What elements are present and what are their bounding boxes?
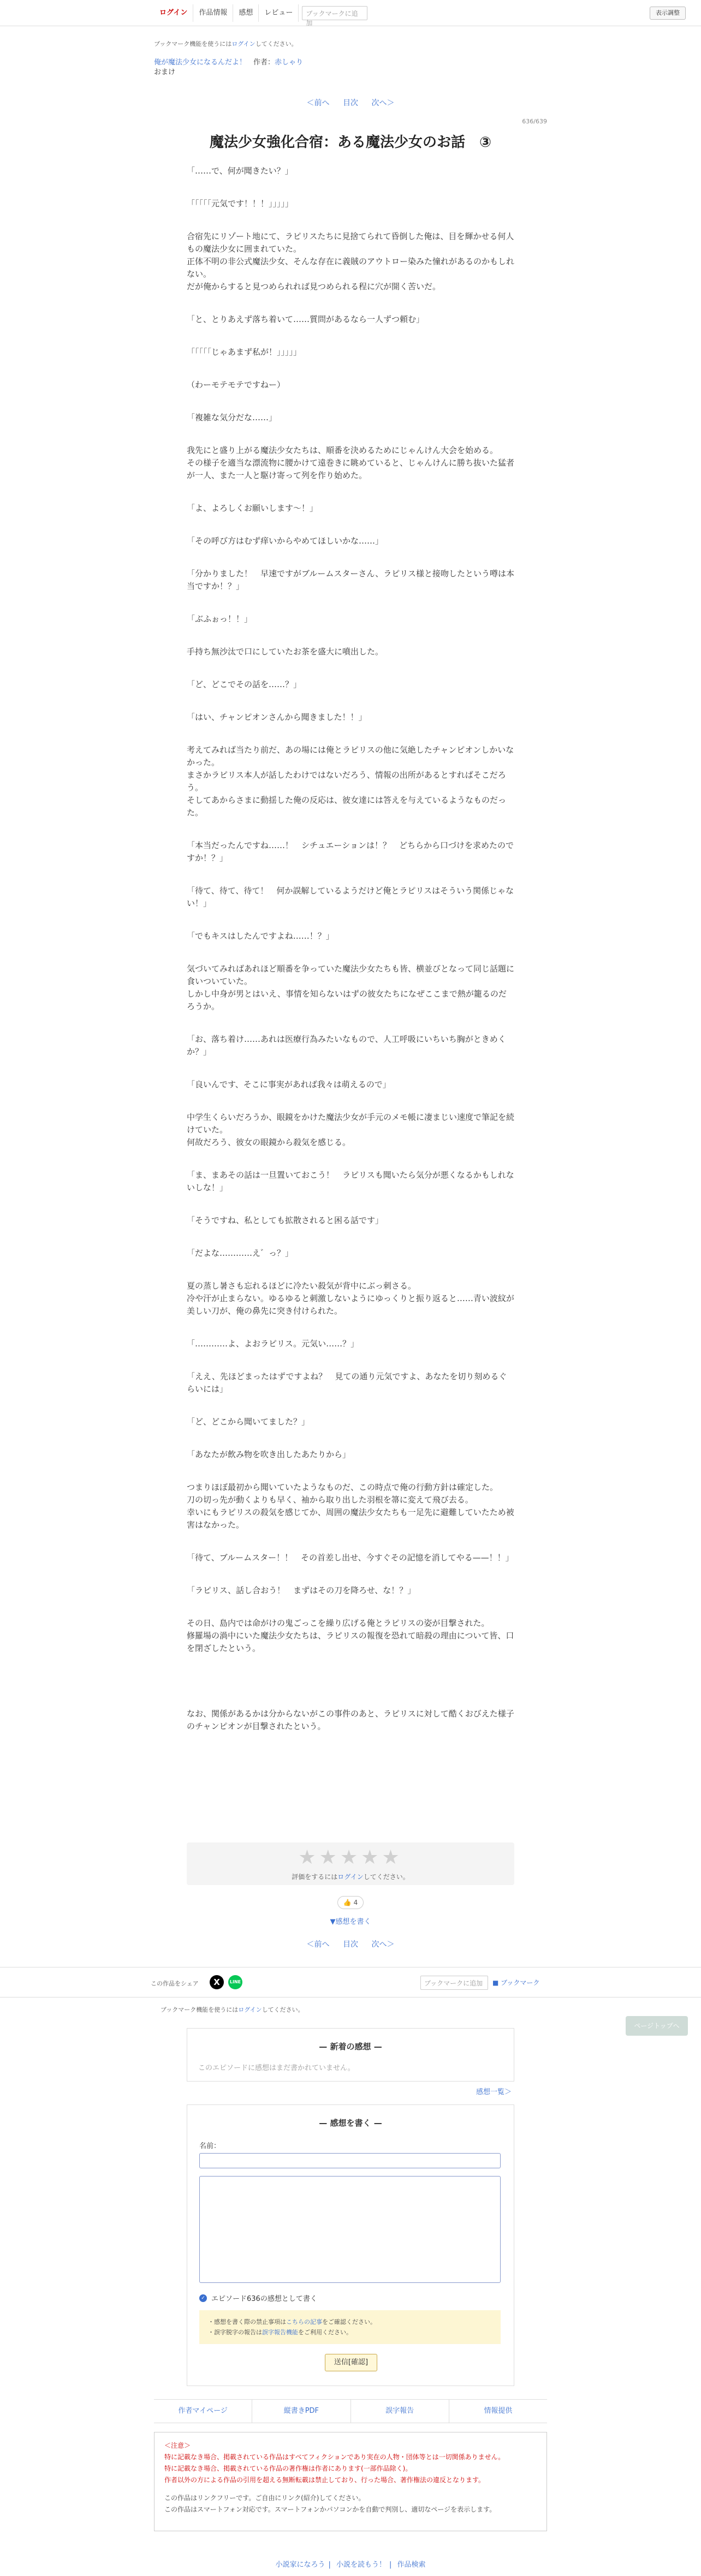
info-provide-link[interactable]: 情報提供 xyxy=(484,2407,513,2415)
episode-checkbox-label: エピソード636の感想として書く xyxy=(211,2295,317,2303)
submit-review-button[interactable]: 送信[確認] xyxy=(325,2354,377,2371)
x-share-icon[interactable]: X xyxy=(210,1975,224,1989)
typo-report-footer-link[interactable]: 誤字報告 xyxy=(351,2400,449,2423)
review-guidelines-note: ・感想を書く際の禁止事項はこちらの記事をご確認ください。 ・誤字脱字の報告は誤字報告機能をご利用ください。 xyxy=(199,2310,501,2344)
body-paragraph: 「でもキスはしたんですよね……！？」 xyxy=(187,931,334,941)
login-link[interactable]: ログイン xyxy=(154,4,193,22)
page-top-button[interactable]: ページトップへ xyxy=(626,2016,688,2036)
body-paragraph: 夏の蒸し暑さも忘れるほどに冷たい殺気が背中にぶっ刺さる。 冷や汗が止まらない。ゆるゆると刺激しないようにゆっくりと振り返ると……青い波紋が美しい刀が、俺の鼻先に突き付けられた。 xyxy=(187,1281,514,1316)
new-reviews-title: — 新着の感想 — xyxy=(319,2042,382,2052)
body-paragraph: 「本当だったんですね……！ シチュエーションは！？ どちらから口づけを求めたのですか！？」 xyxy=(187,840,514,863)
body-paragraph: 「良いんです、そこに事実があれば我々は萌えるので」 xyxy=(187,1080,391,1089)
next-link[interactable]: 次へ＞ xyxy=(371,1940,395,1949)
check-icon[interactable]: ✓ xyxy=(199,2294,207,2302)
rating-note: 評価をするにはログインしてください。 xyxy=(292,1873,409,1881)
caution-title: ＜注意＞ xyxy=(164,2442,191,2449)
body-paragraph: 「ラピリス、話し合おう！ まずはその刀を降ろせ、な！？」 xyxy=(187,1585,416,1595)
top-bar xyxy=(0,0,701,26)
like-count: 4 xyxy=(353,1899,358,1906)
body-paragraph: 「あなたが飲み物を吹き出したあたりから」 xyxy=(187,1450,351,1459)
body-paragraph: つまりほぼ最初から聞いていたようなものだ、この時点で俺の行動方針は確定した。 刀の切っ先が動くよりも早く、袖から取り出した羽根を箒に変えて飛び去る。 幸いにもラピリスの殺気を感じてか、周囲の魔法少女たちも一足先に避難していたため被害はなかった。 xyxy=(187,1482,514,1530)
typo-report-link[interactable]: 誤字報告機能 xyxy=(262,2329,298,2336)
body-paragraph: 手持ち無沙汰で口にしていたお茶を盛大に噴出した。 xyxy=(187,647,384,657)
series-info xyxy=(154,58,547,77)
body-paragraph: 「分かりました！ 早速ですがブルームスターさん、ラピリス様と接吻したという噂は本当ですか！？」 xyxy=(187,569,515,591)
line-share-icon[interactable]: LINE xyxy=(228,1975,242,1989)
body-paragraph: 「よ、よろしくお願いします〜！」 xyxy=(187,503,318,513)
next-link[interactable]: 次へ＞ xyxy=(371,99,395,108)
episode-checkbox-row[interactable] xyxy=(199,2293,317,2303)
name-input[interactable] xyxy=(199,2153,501,2168)
body-paragraph: 「ええ、先ほどまったはずですよね？ 見ての通り元気ですよ、あなたを切り刻めるぐらいには」 xyxy=(187,1372,507,1394)
bookmark-add-input-bottom[interactable]: ブックマークに追加 xyxy=(420,1976,488,1990)
episode-body xyxy=(187,165,514,1753)
caution-fiction: 特に記載なき場合、掲載されている作品はすべてフィクションであり実在の人物・団体等とは一切関係ありません。 xyxy=(164,2453,505,2461)
review-list-link[interactable]: 感想一覧＞ xyxy=(476,2088,512,2096)
body-paragraph: 「そうですね、私としても拡散されると困る話です」 xyxy=(187,1215,384,1225)
body-paragraph: 「ど、どこでその話を……？」 xyxy=(187,679,302,689)
body-paragraph: 合宿先にリゾート地にて、ラピリスたちに見捨てられて昏倒した俺は、目を輝かせる何人もの魔法少女に囲まれていた。 正体不明の非公式魔法少女、そんな存在に義賊のアウトロー染みた憧れがあるのかもしれない。 だが俺からすると見つめられれば見つめられる程に穴が開く苦いだ。 xyxy=(187,231,515,291)
body-paragraph: 「……で、何が聞きたい？」 xyxy=(187,166,293,176)
review-textarea[interactable] xyxy=(199,2176,501,2283)
caution-copyright: 特に記載なき場合、掲載されている作品の著作権は作者にあります(一部作品除く)。 xyxy=(164,2465,412,2472)
guidelines-link[interactable]: こちらの記事 xyxy=(286,2318,322,2325)
like-button[interactable] xyxy=(337,1896,364,1909)
review-link[interactable]: レビュー xyxy=(259,4,299,22)
write-review-box xyxy=(187,2104,514,2386)
episode-number: 636/639 xyxy=(522,118,547,125)
rating-stars[interactable]: ★★★★★ xyxy=(298,1846,403,1869)
write-review-title: — 感想を書く — xyxy=(319,2118,382,2128)
body-paragraph: 我先にと盛り上がる魔法少女たちは、順番を決めるためにじゃんけん大会を始める。 その様子を適当な漂流物に腰かけて遠巻きに眺めていると、じゃんけんに勝ち抜いた猛者が一人、また一人と駆け寄って列を作り始めた。 xyxy=(187,445,515,480)
body-paragraph: 「ま、まあその話は一旦置いておこう！ ラピリスも聞いたら気分が悪くなるかもしれないしな！」 xyxy=(187,1170,514,1192)
bookmark-notice-bottom: ブックマーク機能を使うにはログインしてください。 xyxy=(161,2006,304,2013)
share-label: この作品をシェア xyxy=(151,1980,199,1987)
footer-links xyxy=(154,2399,547,2423)
body-paragraph: 気づいてみればあれほど順番を争っていた魔法少女たちも皆、横並びとなって同じ話題に食いついていた。 しかし中身が男とはいえ、事情を知らないはずの彼女たちになぜここまで熱が籠るのだろうか。 xyxy=(187,964,515,1011)
pager-top xyxy=(0,97,701,108)
body-paragraph: 「「「「「じゃあまず私が！」」」」」 xyxy=(187,347,302,357)
rating-login-link[interactable]: ログイン xyxy=(337,1873,364,1881)
body-paragraph xyxy=(187,1675,514,1687)
toc-link[interactable]: 目次 xyxy=(343,99,358,108)
name-label: 名前： xyxy=(199,2142,221,2150)
episode-title: 魔法少女強化合宿：ある魔法少女のお話 ③ xyxy=(209,134,491,151)
body-paragraph: 「だよな…………え゛っ？」 xyxy=(187,1248,294,1258)
body-paragraph: 「お、落ち着け……あれは医療行為みたいなもので、人工呼吸にいちいち胸がときめくか？」 xyxy=(187,1034,506,1057)
body-paragraph: 「ぶふぉっ！！」 xyxy=(187,614,253,624)
body-paragraph: 「はい、チャンピオンさんから聞きました！！」 xyxy=(187,712,367,722)
display-settings-button[interactable]: 表示調整 xyxy=(650,7,686,20)
caution-box xyxy=(154,2432,547,2531)
caution-linkfree: この作品はリンクフリーです。ご自由にリンク(紹介)してください。 xyxy=(164,2494,365,2502)
bookmark-login-link[interactable]: ログイン xyxy=(231,40,256,47)
new-reviews-box xyxy=(187,2028,514,2082)
body-paragraph: 「ど、どこから聞いてました？」 xyxy=(187,1417,310,1427)
bottom-links: 小説家になろう | 小説を読もう！ | 作品検索 xyxy=(275,2561,426,2569)
yomou-link[interactable]: 小説を読もう！ xyxy=(336,2561,386,2569)
vertical-pdf-link[interactable]: 縦書きPDF xyxy=(252,2400,350,2423)
impressions-link[interactable]: 感想 xyxy=(233,4,259,22)
narou-link[interactable]: 小説家になろう xyxy=(275,2561,325,2569)
caution-smartphone: この作品はスマートフォン対応です。スマートフォンかパソコンかを自動で判別し、適切なページを表示します。 xyxy=(164,2506,496,2513)
bookmark-notice: ブックマーク機能を使うにはログインしてください。 xyxy=(154,40,298,47)
body-paragraph: 「と、とりあえず落ち着いて……質問があるなら一人ずつ頼む」 xyxy=(187,314,425,324)
body-paragraph: 「…………よ、よおラピリス。元気い……？」 xyxy=(187,1339,359,1349)
author-link[interactable]: 赤しゃり xyxy=(275,58,304,67)
work-info-link[interactable]: 作品情報 xyxy=(193,4,233,22)
body-paragraph: 「待て、待て、待て！ 何か誤解しているようだけど俺とラピリスはそういう関係じゃない！」 xyxy=(187,886,514,908)
share-bar xyxy=(0,1967,701,1997)
body-paragraph: 「待て、ブルームスター！！ その首差し出せ、今すぐその記憶を消してやる——！！」 xyxy=(187,1553,514,1563)
rating-box xyxy=(187,1842,514,1885)
caution-reprint: 作者以外の方による作品の引用を超える無断転載は禁止しており、行った場合、著作権法の違反となります。 xyxy=(164,2476,485,2484)
prev-link[interactable]: ＜前へ xyxy=(306,1940,330,1949)
author-mypage-link[interactable]: 作者マイページ xyxy=(154,2400,252,2423)
bookmark-add-input[interactable]: ブックマークに追加 xyxy=(302,6,367,20)
toc-link[interactable]: 目次 xyxy=(343,1940,358,1949)
body-paragraph: 中学生くらいだろうか、眼鏡をかけた魔法少女が手元のメモ帳に凄まじい速度で筆記を続けていた。 何故だろう、彼女の眼鏡から殺気を感じる。 xyxy=(187,1112,515,1147)
new-reviews-empty: このエピソードに感想はまだ書かれていません。 xyxy=(198,2064,355,2072)
body-paragraph: 考えてみれば当たり前だ、あの場には俺とラピリスの他に気絶したチャンピオンしかいなかった。 まさかラピリス本人が話したわけではないだろう、情報の出所があるとすればそこだろう。 そしてあからさまに動揺した俺の反応は、彼女達には答えを与えているようなものだった。 xyxy=(187,745,514,818)
series-title-link[interactable]: 俺が魔法少女になるんだよ！ xyxy=(154,58,247,67)
search-link[interactable]: 作品検索 xyxy=(397,2561,426,2569)
pager-bottom xyxy=(0,1939,701,1949)
bookmark-login-link-bottom[interactable]: ログイン xyxy=(238,2006,262,2013)
prev-link[interactable]: ＜前へ xyxy=(306,99,330,108)
body-paragraph: 「その呼び方はむず痒いからやめてほしいかな……」 xyxy=(187,536,384,546)
write-review-anchor[interactable]: ▼感想を書く xyxy=(330,1918,371,1926)
chapter-name: おまけ xyxy=(154,68,176,76)
bookmark-button[interactable]: ■ ブックマーク xyxy=(492,1979,540,1987)
body-paragraph: その日、島内では命がけの鬼ごっこを繰り広げる俺とラピリスの姿が目撃された。 修羅場の渦中にいた魔法少女たちは、ラピリスの報復を恐れて暗殺の理由について皆、口を閉ざしたという。 xyxy=(187,1618,514,1653)
body-paragraph: 「複雑な気分だな……」 xyxy=(187,413,277,422)
body-paragraph: なお、関係があるかは分からないがこの事件のあと、ラピリスに対して酷くおびえた様子のチャンピオンが目撃されたという。 xyxy=(187,1709,514,1731)
author-label: 作者： xyxy=(253,58,275,67)
top-nav xyxy=(154,4,367,27)
thumbs-up-icon: 👍 xyxy=(343,1899,352,1906)
body-paragraph: 「「「「「元気です！！！」」」」」 xyxy=(187,199,294,208)
body-paragraph: （わーモテモテですねー） xyxy=(187,380,286,390)
